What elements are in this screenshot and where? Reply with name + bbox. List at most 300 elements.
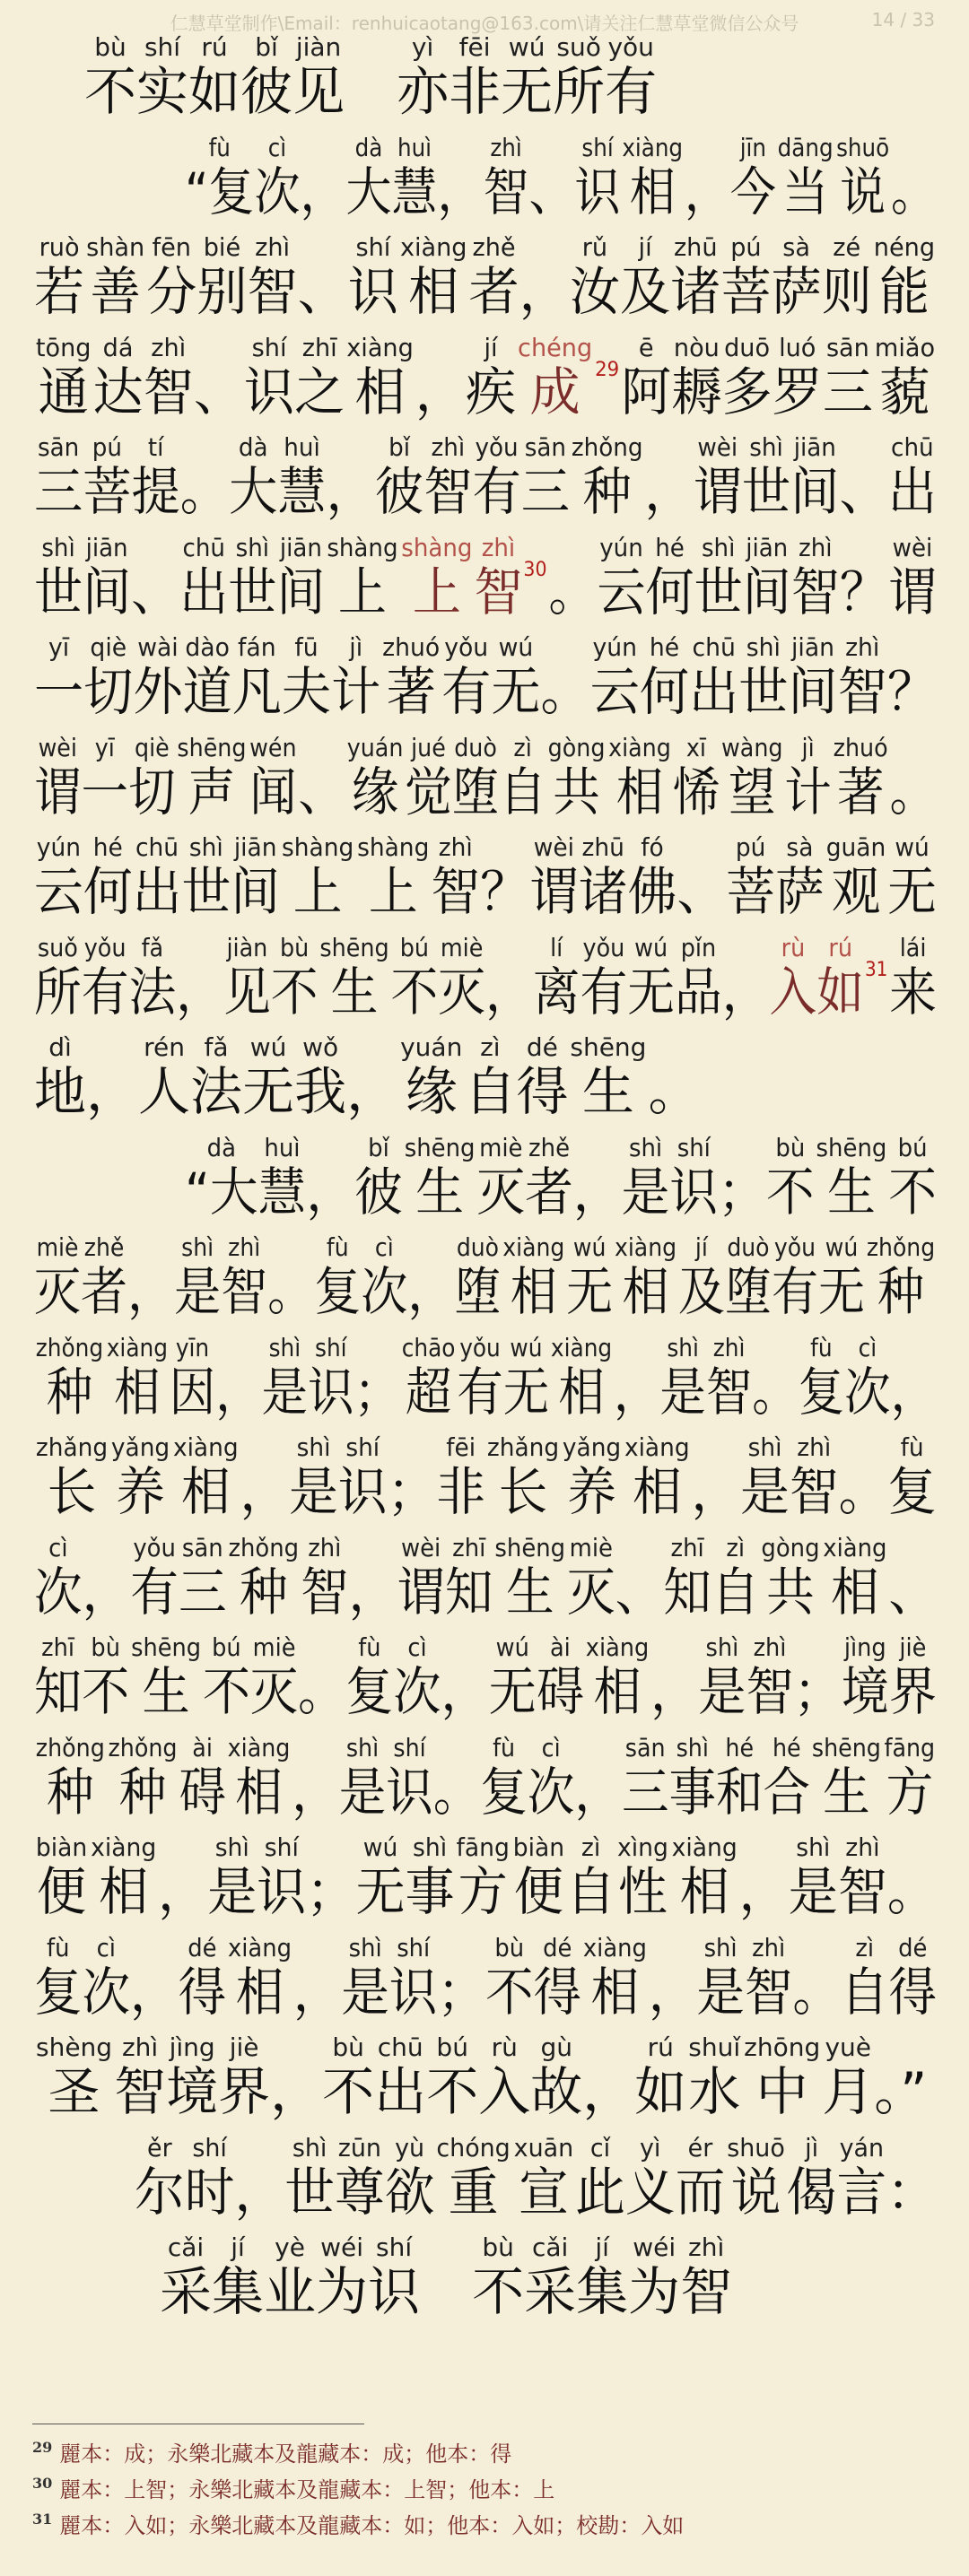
punctuation: 。 (889, 762, 937, 823)
hanzi: 生 (581, 1061, 634, 1122)
hanzi: 著 (386, 661, 436, 723)
hanzi: 能 (878, 262, 930, 323)
punctuation: 。 (540, 661, 590, 723)
hanzi: 方 (458, 1862, 508, 1923)
pinyin: yǒu (582, 933, 625, 962)
pinyin: jì (805, 2134, 819, 2163)
pinyin: huì (284, 433, 320, 463)
pinyin: jiè (229, 2032, 259, 2062)
hanzi: 便 (37, 1862, 87, 1923)
text-line (34, 929, 937, 1024)
punctuation (420, 2261, 472, 2322)
hanzi: 种 (47, 1762, 94, 1823)
hanzi: 生 (823, 1762, 870, 1823)
hanzi: 如 (634, 2061, 687, 2122)
hanzi: 世 (741, 462, 791, 523)
pinyin: lái (899, 933, 927, 962)
hanzi: 外 (133, 661, 183, 723)
punctuation: ， (240, 1462, 290, 1523)
hanzi: 自 (711, 1562, 760, 1623)
pinyin: zhǎng (486, 1433, 560, 1463)
footnotes (32, 2436, 938, 2544)
punctuation: ； (387, 1462, 437, 1523)
punctuation: 、 (839, 462, 888, 523)
pinyin: yǎng (562, 1433, 622, 1463)
pinyin: fù (810, 1333, 833, 1362)
text-line (34, 1929, 937, 2024)
hanzi: 世 (738, 661, 789, 723)
hanzi: 法 (190, 1061, 243, 1122)
hanzi: 闻 (249, 762, 297, 823)
punctuation: 、 (193, 361, 244, 422)
hanzi: 无 (627, 962, 676, 1023)
hanzi: 智 (143, 361, 194, 422)
text-line (34, 1829, 937, 1924)
hanzi: 有 (130, 1562, 179, 1623)
pinyin: xiàng (502, 1232, 565, 1263)
pinyin: miè (252, 1632, 296, 1663)
text-line (34, 1329, 937, 1424)
pinyin: shì (292, 2134, 327, 2163)
text-line (135, 2129, 937, 2224)
pinyin: shí (144, 32, 181, 62)
hanzi: 是 (207, 1862, 258, 1923)
hanzi: 相 (408, 262, 459, 323)
hanzi: 自 (464, 1061, 517, 1122)
pinyin: zhì (799, 533, 833, 562)
pinyin: yī (48, 633, 70, 663)
hanzi: 离 (532, 962, 581, 1023)
pinyin: zhǒng (228, 1533, 300, 1562)
hanzi: 相 (590, 1962, 640, 2023)
pinyin: fū (294, 633, 319, 663)
pinyin: bù (91, 1632, 120, 1663)
hanzi: 谓 (528, 862, 579, 923)
hanzi: 是 (341, 1962, 389, 2023)
pinyin: fāng (884, 1733, 936, 1762)
hanzi: 慧 (277, 462, 327, 523)
hanzi: 是 (740, 1462, 790, 1523)
pinyin: shèng (36, 2032, 113, 2062)
punctuation: 、 (677, 862, 727, 923)
punctuation: ； (437, 1962, 485, 2023)
hanzi: 不 (322, 2061, 375, 2122)
punctuation: ， (738, 1862, 789, 1923)
hanzi: 上 (337, 561, 387, 622)
hanzi: 无 (501, 61, 554, 122)
punctuation: ， (890, 1361, 937, 1423)
hanzi: 复 (798, 1361, 845, 1423)
pinyin: shēng (811, 1733, 881, 1762)
pinyin: yǒu (459, 1333, 501, 1362)
pinyin: wú (495, 1632, 529, 1663)
pinyin: nòu (673, 333, 720, 362)
hanzi: 汝 (569, 262, 620, 323)
pinyin: wèi (38, 733, 77, 762)
hanzi: 间 (788, 661, 838, 723)
hanzi: 碍 (179, 1762, 226, 1823)
hanzi: 复 (314, 1261, 362, 1322)
punctuation: ， (176, 962, 223, 1023)
text-line (185, 129, 937, 224)
footnote-marker[interactable]: 29 (595, 358, 620, 381)
pinyin: bǐ (368, 1133, 389, 1162)
text-line (34, 1429, 937, 1524)
pinyin: shēng (131, 1632, 201, 1663)
hanzi: 养 (116, 1462, 165, 1523)
pinyin: bǐ (255, 32, 278, 62)
hanzi: 无 (887, 862, 937, 923)
pinyin: wài (137, 633, 179, 663)
text-line (34, 1529, 937, 1624)
punctuation: 。 (298, 1661, 346, 1723)
hanzi: 非 (449, 61, 502, 122)
pinyin: cì (374, 1232, 394, 1263)
hanzi: 复 (480, 1762, 528, 1823)
hanzi: 此 (575, 2162, 625, 2223)
hanzi: 及 (620, 262, 671, 323)
pinyin: shì (749, 433, 783, 463)
pinyin: zhǒng (571, 433, 643, 463)
hanzi: 觉 (405, 762, 452, 823)
pinyin: yún (36, 833, 81, 863)
pinyin: jí (638, 232, 652, 263)
hanzi: 智 (746, 1661, 794, 1723)
pinyin: shì (181, 1232, 214, 1263)
hanzi: 慧 (258, 1162, 307, 1223)
pinyin: zhī (41, 1632, 74, 1663)
hanzi: 实 (136, 61, 189, 122)
punctuation: ； (354, 1361, 400, 1423)
hanzi: 我 (294, 1061, 347, 1122)
pinyin: pú (735, 833, 766, 863)
hanzi: 共 (553, 762, 600, 823)
hanzi: 生 (330, 962, 379, 1023)
text-line (34, 1229, 937, 1324)
pinyin: shí (251, 333, 287, 362)
hanzi: 不 (888, 1162, 937, 1223)
hanzi: 相 (629, 161, 676, 222)
hanzi: 阿 (621, 361, 672, 422)
pinyin: hé (725, 1733, 755, 1762)
pinyin: gòng (547, 733, 606, 762)
hanzi: 无 (488, 1661, 537, 1723)
pinyin: suǒ (556, 32, 601, 62)
pinyin: yuán (400, 1032, 463, 1062)
hanzi: 若 (34, 262, 85, 323)
hanzi: 菩 (726, 862, 776, 923)
hanzi: 有 (472, 462, 521, 523)
hanzi: 及 (677, 1261, 725, 1322)
hanzi: 智 (789, 1462, 839, 1523)
pinyin: luó (779, 333, 816, 362)
hanzi: 种 (582, 462, 632, 523)
hanzi: 是 (788, 1862, 838, 1923)
hanzi: 谓 (397, 1562, 445, 1623)
hanzi: 菩 (83, 462, 132, 523)
hanzi: 为 (316, 2261, 369, 2322)
hanzi: 水 (688, 2061, 741, 2122)
hanzi: 通 (38, 361, 89, 422)
footnote-number: 31 (32, 2511, 53, 2528)
hanzi: 萨 (775, 862, 825, 923)
text-line (185, 1129, 937, 1224)
pinyin: sān (825, 333, 869, 362)
hanzi: 共 (766, 1562, 815, 1623)
hanzi: 是 (621, 1162, 670, 1223)
hanzi: 相 (632, 1462, 682, 1523)
text-line (84, 29, 937, 124)
pinyin: xiàng (585, 1632, 650, 1663)
hanzi: 是 (338, 1762, 387, 1823)
footnote-marker[interactable]: 31 (864, 956, 888, 980)
pinyin: miè (36, 1232, 79, 1263)
footnote-31 (32, 2508, 938, 2544)
punctuation: 、 (615, 1562, 664, 1623)
hanzi: 灭 (476, 1162, 526, 1223)
pinyin: zhě (83, 1232, 125, 1263)
pinyin: chū (891, 433, 934, 463)
hanzi: 有 (771, 1261, 818, 1322)
hanzi: 世 (181, 862, 231, 923)
pinyin: shí (345, 1433, 380, 1463)
punctuation (345, 61, 397, 122)
hanzi: 何 (645, 561, 694, 622)
pinyin: sān (37, 433, 80, 463)
pinyin: shí (192, 2134, 227, 2163)
hanzi: 得 (178, 1962, 227, 2023)
pinyin: shí (397, 1933, 431, 1962)
pinyin: dá (102, 333, 134, 362)
hanzi: 复 (887, 1462, 937, 1523)
pinyin: wú (825, 1232, 859, 1263)
hanzi: 入 (478, 2061, 531, 2122)
hanzi: 何 (639, 661, 690, 723)
hanzi: 境 (841, 1661, 889, 1723)
hanzi: 界 (888, 1661, 937, 1723)
hanzi: 萨 (771, 262, 822, 323)
hanzi: 义 (624, 2162, 676, 2223)
punctuation: 。 (890, 161, 937, 222)
hanzi: 灭 (34, 1261, 82, 1322)
pinyin: dào (185, 633, 230, 663)
hanzi: 耨 (671, 361, 722, 422)
hanzi: 别 (196, 262, 248, 323)
pinyin: zhì (438, 833, 473, 863)
pinyin: yīn (175, 1333, 210, 1362)
hanzi: 不 (765, 1162, 815, 1223)
pinyin: yǒu (607, 32, 654, 62)
hanzi: 间 (276, 561, 326, 622)
hanzi: 超 (405, 1361, 452, 1423)
hanzi: 和 (716, 1762, 764, 1823)
pinyin: zhū (673, 232, 718, 263)
hanzi: 集 (212, 2261, 265, 2322)
punctuation: ， (292, 1762, 339, 1823)
hanzi: 品 (675, 962, 722, 1023)
pinyin: zhǒng (35, 1333, 104, 1362)
pinyin: zì (855, 1933, 875, 1962)
pinyin: ē (638, 333, 654, 362)
pinyin: wǒ (302, 1032, 339, 1062)
pinyin: dà (238, 433, 268, 463)
pinyin: zhì (151, 333, 187, 362)
text-line (160, 2229, 937, 2324)
pinyin: wú (510, 1333, 543, 1362)
punctuation: 。 (792, 1962, 841, 2023)
pinyin: yǎng (110, 1433, 170, 1463)
pinyin: yún (599, 533, 643, 562)
punctuation: ， (158, 1862, 208, 1923)
pinyin: dà (354, 134, 383, 162)
hanzi: 缘 (351, 762, 399, 823)
pinyin: xiàng (227, 1933, 292, 1962)
hanzi: 善 (90, 262, 141, 323)
pinyin: pú (92, 433, 123, 463)
pinyin: shì (413, 1833, 448, 1863)
hanzi: 月 (822, 2061, 875, 2122)
hanzi: 非 (436, 1462, 485, 1523)
pinyin: jí (694, 1232, 708, 1263)
pinyin: xiàng (399, 232, 467, 263)
hanzi: “大 (185, 1162, 258, 1223)
pinyin: guān (825, 833, 886, 863)
punctuation: ， (82, 1562, 131, 1623)
hanzi: 智 (744, 1962, 793, 2023)
punctuation: ， (648, 1962, 697, 2023)
punctuation: ？ (480, 862, 529, 923)
pinyin: shì (796, 1833, 831, 1863)
pinyin: suǒ (37, 933, 78, 962)
hanzi: 计 (784, 762, 832, 823)
punctuation: ， (326, 462, 375, 523)
hanzi: 识 (257, 1862, 307, 1923)
pinyin: wàng (721, 733, 783, 762)
pinyin: wén (249, 733, 297, 762)
hanzi: 尊 (334, 2162, 385, 2223)
hanzi: 为 (628, 2261, 681, 2322)
pinyin: fēi (458, 32, 491, 62)
hanzi: 者 (81, 1261, 128, 1322)
pinyin: zhì (752, 1933, 786, 1962)
punctuation: ， (348, 1562, 397, 1623)
hanzi: 有 (457, 1361, 503, 1423)
pinyin: wú (249, 1032, 287, 1062)
hanzi: 次 (82, 1962, 131, 2023)
pinyin: bǐ (388, 433, 411, 463)
punctuation: 、 (528, 161, 575, 222)
hanzi: 出 (179, 561, 229, 622)
hanzi: 无 (491, 661, 541, 723)
pinyin: bù (482, 2232, 514, 2262)
punctuation: ， (407, 1261, 455, 1322)
punctuation: ， (684, 161, 730, 222)
hanzi: 相 (180, 1462, 231, 1523)
pinyin: sān (624, 1733, 666, 1762)
hanzi: 长 (498, 1462, 548, 1523)
pinyin: zhuó (382, 633, 441, 663)
pinyin: zhì (753, 1632, 787, 1663)
hanzi: 智 (221, 1261, 268, 1322)
pinyin: ài (192, 1733, 213, 1762)
hanzi: 识 (347, 262, 399, 323)
punctuation: ， (234, 2162, 285, 2223)
pinyin: wú (634, 933, 668, 962)
pinyin: chóng (436, 2134, 511, 2163)
pinyin: xiàng (172, 1433, 239, 1463)
hanzi: 堕 (451, 762, 500, 823)
hanzi: 地 (34, 1061, 87, 1122)
hanzi: 尔 (135, 2162, 185, 2223)
hanzi: 智 (300, 1562, 349, 1623)
pinyin: xiàng (106, 1333, 168, 1362)
pinyin: rú (647, 2032, 674, 2062)
text-line (34, 1629, 937, 1724)
hanzi: 藐 (879, 361, 930, 422)
pinyin: bù (332, 2032, 364, 2062)
hanzi: 相 (354, 361, 406, 422)
pinyin: shí (315, 1333, 347, 1362)
pinyin: shí (264, 1833, 299, 1863)
text-line (34, 229, 937, 324)
pinyin: miǎo (874, 333, 936, 362)
hanzi: 来 (889, 962, 937, 1023)
hanzi: 道 (182, 661, 232, 723)
pinyin: yuán (346, 733, 404, 762)
pinyin: bié (203, 232, 241, 263)
footnote-marker[interactable]: 30 (523, 557, 547, 581)
pinyin: zūn (337, 2134, 381, 2163)
pinyin: shì (701, 533, 736, 562)
pinyin: shì (747, 1433, 782, 1463)
hanzi: 上 (412, 561, 461, 622)
punctuation: ， (127, 1261, 175, 1322)
hanzi: 说 (730, 2162, 781, 2223)
punctuation: ， (721, 962, 770, 1023)
hanzi: 者 (468, 262, 519, 323)
hanzi: 有 (580, 962, 628, 1023)
hanzi: 上 (368, 862, 418, 923)
hanzi: 相 (235, 1762, 283, 1823)
hanzi: 欲 (384, 2162, 435, 2223)
hanzi: 分 (146, 262, 197, 323)
pinyin: shēng (816, 1133, 887, 1162)
text-line (34, 529, 937, 624)
pinyin: shàng (281, 833, 354, 863)
hanzi: 时 (184, 2162, 235, 2223)
pinyin: bù (94, 32, 127, 62)
pinyin: shì (705, 1632, 739, 1663)
hanzi: 识 (243, 361, 295, 422)
hanzi: 自 (840, 1962, 889, 2023)
hanzi: 境 (166, 2061, 219, 2122)
hanzi: 谓 (693, 462, 742, 523)
punctuation: ： (886, 2162, 937, 2223)
punctuation: 。 (548, 561, 598, 622)
pinyin: sān (181, 1533, 223, 1562)
punctuation: 、 (297, 262, 348, 323)
pinyin: shì (296, 1433, 331, 1463)
pinyin: jì (349, 633, 363, 663)
pinyin: shuō (836, 134, 890, 162)
hanzi: 上 (292, 862, 343, 923)
hanzi: 言 (836, 2162, 887, 2223)
pinyin: wú (508, 32, 546, 62)
pinyin: fù (900, 1433, 924, 1463)
pinyin: rù (781, 933, 806, 962)
pinyin: dà (206, 1133, 236, 1162)
pinyin: shì (746, 633, 781, 663)
